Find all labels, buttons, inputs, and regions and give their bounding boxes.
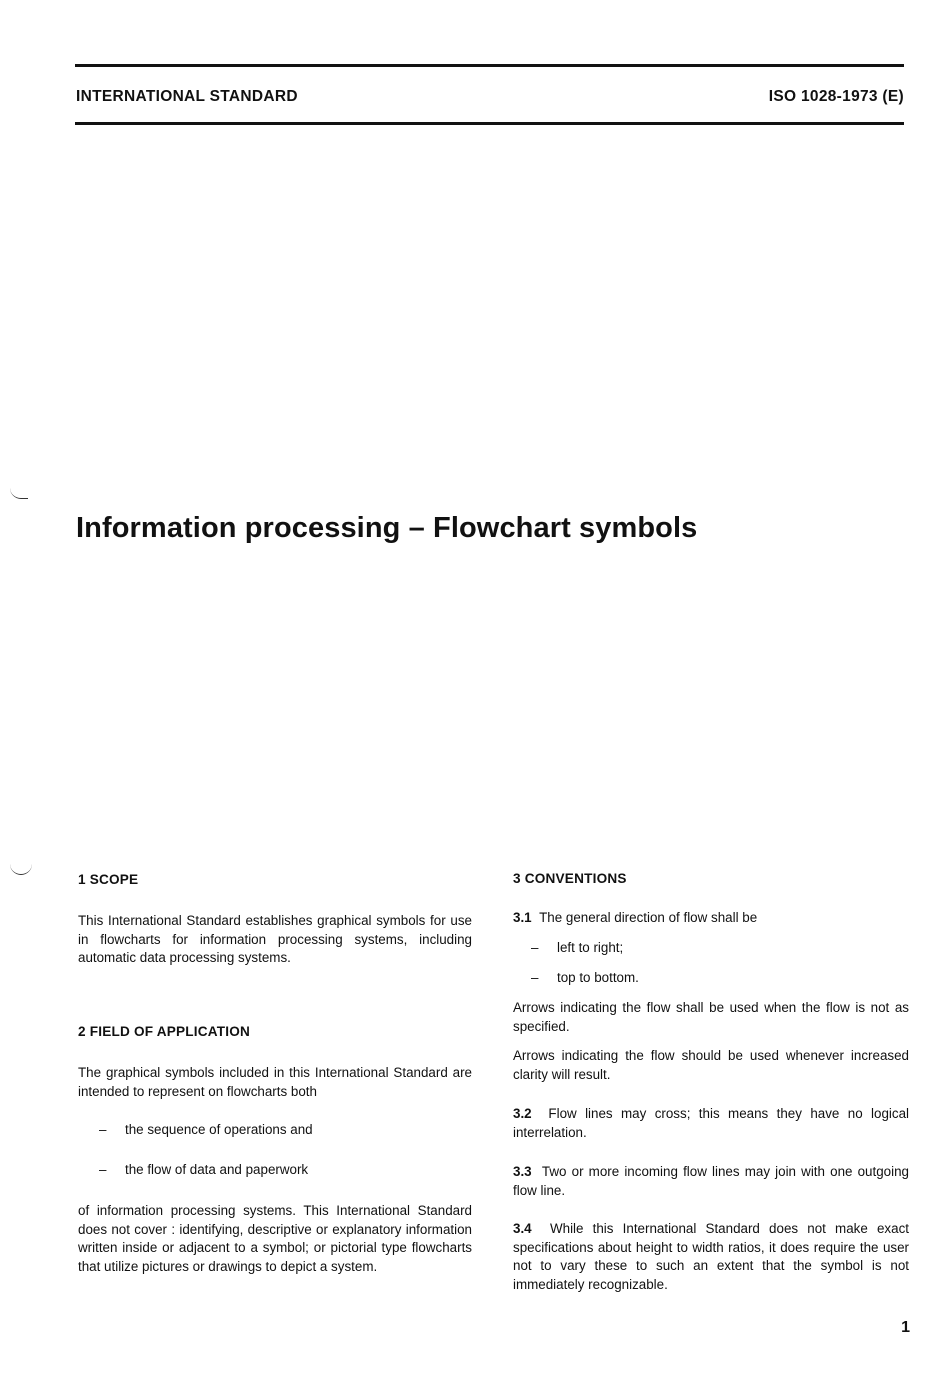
clause-3-3 bbox=[513, 1163, 909, 1200]
list-item-text: top to bottom. bbox=[557, 970, 639, 985]
list-item-text: the sequence of operations and bbox=[125, 1122, 313, 1137]
clause-3-1-paragraph: Arrows indicating the flow shall be used when the flow is not as specified. bbox=[513, 1000, 909, 1034]
section-2-intro: The graphical symbols included in this International Standard are intended to represent on flowcharts both bbox=[78, 1065, 472, 1099]
section-1-text: This International Standard establishes graphical symbols for use in flowcharts for information processing systems, including automatic data processing systems. bbox=[78, 913, 472, 965]
page-number: 1 bbox=[901, 1319, 910, 1336]
clause-number: 3.3 bbox=[513, 1164, 532, 1179]
clause-text: Flow lines may cross; this means they have no logical interrelation. bbox=[513, 1106, 909, 1140]
clause-3-1 bbox=[513, 909, 909, 928]
list-item bbox=[531, 969, 639, 988]
standard-number-label: ISO 1028-1973 (E) bbox=[768, 88, 904, 105]
section-1-heading: 1 SCOPE bbox=[78, 872, 139, 887]
document-title: Information processing – Flowchart symbols bbox=[76, 512, 698, 544]
section-2-heading: 2 FIELD OF APPLICATION bbox=[78, 1024, 251, 1039]
clause-text: The general direction of flow shall be bbox=[539, 910, 758, 925]
clause-text: While this International Standard does not make exact specifications about height to width ratios, it does require the user not to vary these to such an extent that the symbol is not immediately recognizable. bbox=[513, 1221, 909, 1292]
list-item bbox=[531, 939, 623, 958]
margin-mark bbox=[10, 488, 28, 499]
header-bottom-rule bbox=[75, 122, 904, 125]
dash-bullet: – bbox=[99, 1162, 107, 1177]
dash-bullet: – bbox=[99, 1122, 107, 1137]
section-2-outro: of information processing systems. This International Standard does not cover : identifying, descriptive or explanatory information written inside or adjacent to a symbol; or pictorial type flowcharts that utilize pictures or drawings to depict a system. bbox=[78, 1203, 472, 1274]
clause-number: 3.1 bbox=[513, 910, 532, 925]
clause-3-2 bbox=[513, 1105, 909, 1142]
dash-bullet: – bbox=[531, 940, 539, 955]
clause-3-1-paragraph: Arrows indicating the flow should be used whenever increased clarity will result. bbox=[513, 1048, 909, 1082]
clause-number: 3.4 bbox=[513, 1221, 532, 1236]
margin-mark bbox=[10, 864, 32, 875]
clause-3-4 bbox=[513, 1220, 909, 1294]
list-item-text: left to right; bbox=[557, 940, 624, 955]
clause-number: 3.2 bbox=[513, 1106, 532, 1121]
standard-type-label: INTERNATIONAL STANDARD bbox=[76, 88, 298, 105]
clause-text: Two or more incoming flow lines may join with one outgoing flow line. bbox=[513, 1164, 909, 1198]
list-item bbox=[99, 1121, 313, 1140]
section-3-heading: 3 CONVENTIONS bbox=[513, 871, 627, 886]
header-top-rule bbox=[75, 64, 904, 67]
dash-bullet: – bbox=[531, 970, 539, 985]
list-item-text: the flow of data and paperwork bbox=[125, 1162, 309, 1177]
list-item bbox=[99, 1161, 308, 1180]
